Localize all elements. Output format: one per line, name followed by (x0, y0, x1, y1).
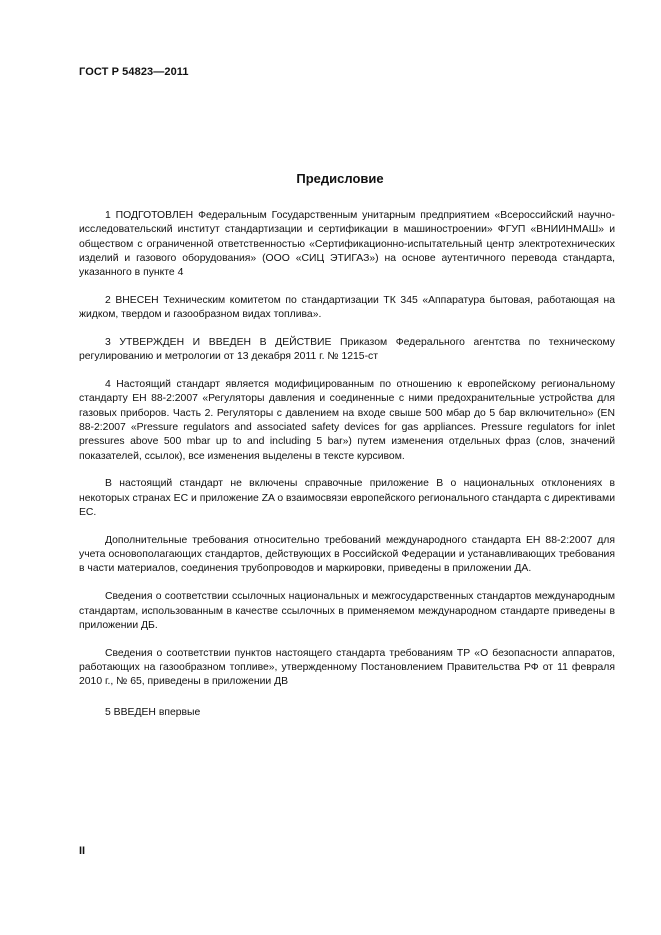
paragraph-3-approved: 3 УТВЕРЖДЕН И ВВЕДЕН В ДЕЙСТВИЕ Приказом Федерального агентства по техническому регулированию и метрологии от 13 декабря 2011 г. № 1215-ст (79, 337, 615, 363)
page-number: II (79, 845, 86, 857)
paragraph-reference-standards: Сведения о соответствии ссылочных национальных и межгосударственных стандартов международным стандартам, использованным в качестве ссылочных в применяемом международном стандарте приведены в приложении ДБ. (79, 591, 615, 631)
paragraph-additional-requirements: Дополнительные требования относительно требований международного стандарта ЕН 88-2:2007 для учета основополагающих стандартов, действующих в Российской Федерации и устанавливающих требования в части материалов, соединения трубопроводов и маркировки, приведены в приложении ДА. (79, 534, 615, 575)
paragraph-not-included: В настоящий стандарт не включены справочные приложение В о национальных отклонениях в некоторых странах ЕС и приложение ZA о взаимосвязи европейского регионального стандарта с директивами ЕС. (79, 478, 615, 519)
paragraph-4-modified: 4 Настоящий стандарт является модифицированным по отношению к европейскому региональному стандарту ЕН 88-2:2007 «Регуляторы давления и соединенные с ними предохранительные устройства для газовых приборов. Часть 2. Регуляторы с давлением на входе свыше 500 мбар до 5 бар включительно» (EN 88-2:2007 «Pressure regulators and associated safety devices for gas appliances. Pressure regulators for inlet pressures above 500 mbar up to and including 5 bar») путем изменения отдельных фраз (слов, значений показателей, ссылок), все изменения выделены в тексте курсивом. (79, 379, 615, 462)
page-title: Предисловие (296, 171, 384, 186)
paragraph-1-prepared: 1 ПОДГОТОВЛЕН Федеральным Государственным унитарным предприятием «Всероссийский научно-исследовательский институт стандартизации и сертификации в машиностроении» ФГУП «ВНИИНМАШ» и обществом с ограниченной ответственностью «Сертификационно-испытательный центр электротехнических изделий и газового оборудования» (ООО «СИЦ ЭТИГАЗ») на основе аутентичного перевода стандарта, указанного в пункте 4 (79, 210, 615, 279)
paragraph-2-introduced: 2 ВНЕСЕН Техническим комитетом по стандартизации ТК 345 «Аппаратура бытовая, работающая на жидком, твердом и газообразном видах топлива». (79, 294, 615, 321)
paragraph-5-first-introduced: 5 ВВЕДЕН впервые (105, 706, 201, 718)
preface-body (79, 209, 615, 733)
document-code-header: ГОСТ Р 54823—2011 (79, 66, 189, 78)
paragraph-tr-compliance: Сведения о соответствии пунктов настоящего стандарта требованиям ТР «О безопасности аппаратов, работающих на газообразном топливе», утвержденному Постановлением Правительства РФ от 11 февраля 2010 г., № 65, приведены в приложении ДВ (79, 647, 615, 688)
